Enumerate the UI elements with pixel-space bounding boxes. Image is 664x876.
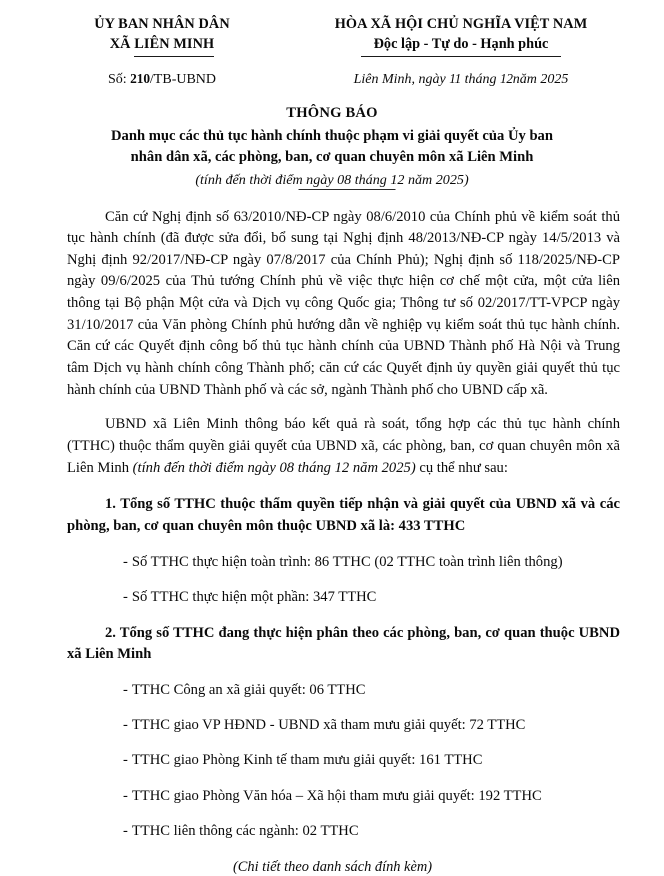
announcement-as-of: (tính đến thời điểm ngày 08 tháng 12 năm 2025) [132, 459, 416, 476]
attachment-note: (Chi tiết theo danh sách đính kèm) [232, 858, 433, 875]
title-as-of-date [0, 172, 664, 189]
list-item [67, 715, 620, 736]
document-body [0, 207, 664, 876]
announcement-text-part2: cụ thể như sau: [415, 459, 508, 476]
announcement-paragraph [67, 414, 620, 479]
legal-basis-paragraph: Căn cứ Nghị định số 63/2010/NĐ-CP ngày 08/6/2010 của Chính phủ về kiểm soát thủ tục hành chính (đã được sửa đổi, bổ sung tại Nghị định 48/2013/NĐ-CP ngày 14/5/2013 và Nghị định 92/2017/NĐ-CP ngày 07/8/2017 của Chính Phủ); Nghị định số 118/2025/NĐ-CP ngày 09/6/2025 của Thủ tướng Chính phủ về việc thực hiện cơ chế một cửa, một cửa liên thông tại Bộ phận Một cửa và Dịch vụ công Quốc gia; Thông tư số 02/2017/TT-VPCP ngày 31/10/2017 của Văn phòng Chính phủ hướng dẫn về nghiệp vụ kiểm soát thủ tục hành chính. Căn cứ các Quyết định công bố thủ tục hành chính của UBND Thành phố Hà Nội và Trung tâm Dịch vụ hành chính công Thành phố; căn cứ các Quyết định ủy quyền giải quyết thủ tục hành chính của UBND Thành phố và các sở, ngành Thành phố cho UBND cấp xã. [67, 208, 620, 398]
document-subtitle-line1: Danh mục các thủ tục hành chính thuộc phạm vi giải quyết của Ủy ban [111, 128, 553, 145]
announcement-text-part1: UBND xã Liên Minh thông báo kết quả rà soát, tổng hợp các thủ tục hành chính (TTHC) thuộc thẩm quyền giải quyết của UBND xã, các phòng, ban, cơ quan chuyên môn xã Liên Minh [67, 416, 620, 476]
document-number-value: 210 [130, 70, 150, 86]
list-item [67, 821, 620, 842]
date-day: 11 [449, 70, 462, 86]
section-2-heading-line1: 2. Tổng số TTHC đang thực hiện phân theo các phòng, ban, cơ quan [105, 624, 536, 641]
issuing-authority-line1: ỦY BAN NHÂN DÂN [94, 16, 230, 32]
dash-marker: - [123, 553, 128, 570]
place-date-prefix: Liên Minh, ngày [353, 71, 446, 87]
date-month: 12 [499, 70, 513, 86]
national-title: HÒA XÃ HỘI CHỦ NGHĨA VIỆT NAM [334, 16, 588, 32]
section-1-heading [67, 494, 620, 537]
list-item-text: TTHC liên thông các ngành: 02 TTHC [131, 822, 359, 839]
section-2-heading [67, 623, 620, 666]
document-subtitle-line2: nhân dân xã, các phòng, ban, cơ quan chuyên môn xã Liên Minh [130, 149, 534, 166]
dash-marker: - [123, 682, 128, 699]
document-subtitle [64, 126, 601, 168]
dash-marker: - [123, 822, 128, 839]
list-item-text: Số TTHC thực hiện một phần: 347 TTHC [131, 588, 377, 605]
masthead-left-block [22, 14, 288, 89]
section-1-list [67, 552, 620, 608]
place-and-date-line [288, 70, 634, 90]
document-number-suffix: /TB-UBND [149, 71, 217, 87]
page-title: THÔNG BÁO [286, 105, 378, 122]
list-item [67, 552, 620, 573]
list-item [67, 680, 620, 701]
commune-name: LIÊN MINH [134, 34, 214, 56]
issuing-authority-line2 [36, 34, 288, 56]
list-item [67, 587, 620, 608]
list-item-text: TTHC giao Phòng Kinh tế tham mưu giải quyết: 161 TTHC [131, 752, 483, 769]
masthead [0, 0, 664, 89]
section-1-heading-line2: xã và các phòng, ban, cơ quan chuyên môn thuộc UBND xã là: 433 TTHC [67, 496, 620, 534]
section-2-list [67, 680, 620, 842]
dash-marker: - [123, 787, 128, 804]
masthead-right-block [288, 14, 642, 89]
commune-prefix: XÃ [109, 36, 135, 53]
document-number-label: Số: [107, 71, 127, 87]
list-item [67, 750, 620, 771]
section-2-heading-line2: thuộc UBND xã Liên Minh [67, 624, 620, 663]
list-item-text: TTHC Công an xã giải quyết: 06 TTHC [131, 682, 366, 699]
list-item [67, 786, 620, 807]
list-item-text: TTHC giao Phòng Văn hóa – Xã hội tham mưu giải quyết: 192 TTHC [131, 787, 542, 804]
document-number-line [36, 70, 288, 90]
national-motto: Độc lập - Tự do - Hạnh phúc [361, 34, 562, 56]
field-insert-underline [299, 189, 396, 190]
dash-marker: - [123, 717, 128, 734]
dash-marker: - [123, 752, 128, 769]
list-item-text: TTHC giao VP HĐND - UBND xã tham mưu giải quyết: 72 TTHC [131, 717, 526, 734]
date-year: 2025 [540, 71, 569, 87]
date-month-label: tháng [464, 71, 497, 87]
list-item-text: Số TTHC thực hiện toàn trình: 86 TTHC (02 TTHC toàn trình liên thông) [131, 553, 563, 570]
date-year-label: năm [512, 71, 537, 87]
dash-marker: - [123, 588, 128, 605]
title-as-of-text: (tính đến thời điểm ngày 08 tháng 12 năm 2025) [195, 171, 469, 188]
section-1-heading-line1: 1. Tổng số TTHC thuộc thẩm quyền tiếp nhận và giải quyết của UBND [105, 496, 557, 513]
